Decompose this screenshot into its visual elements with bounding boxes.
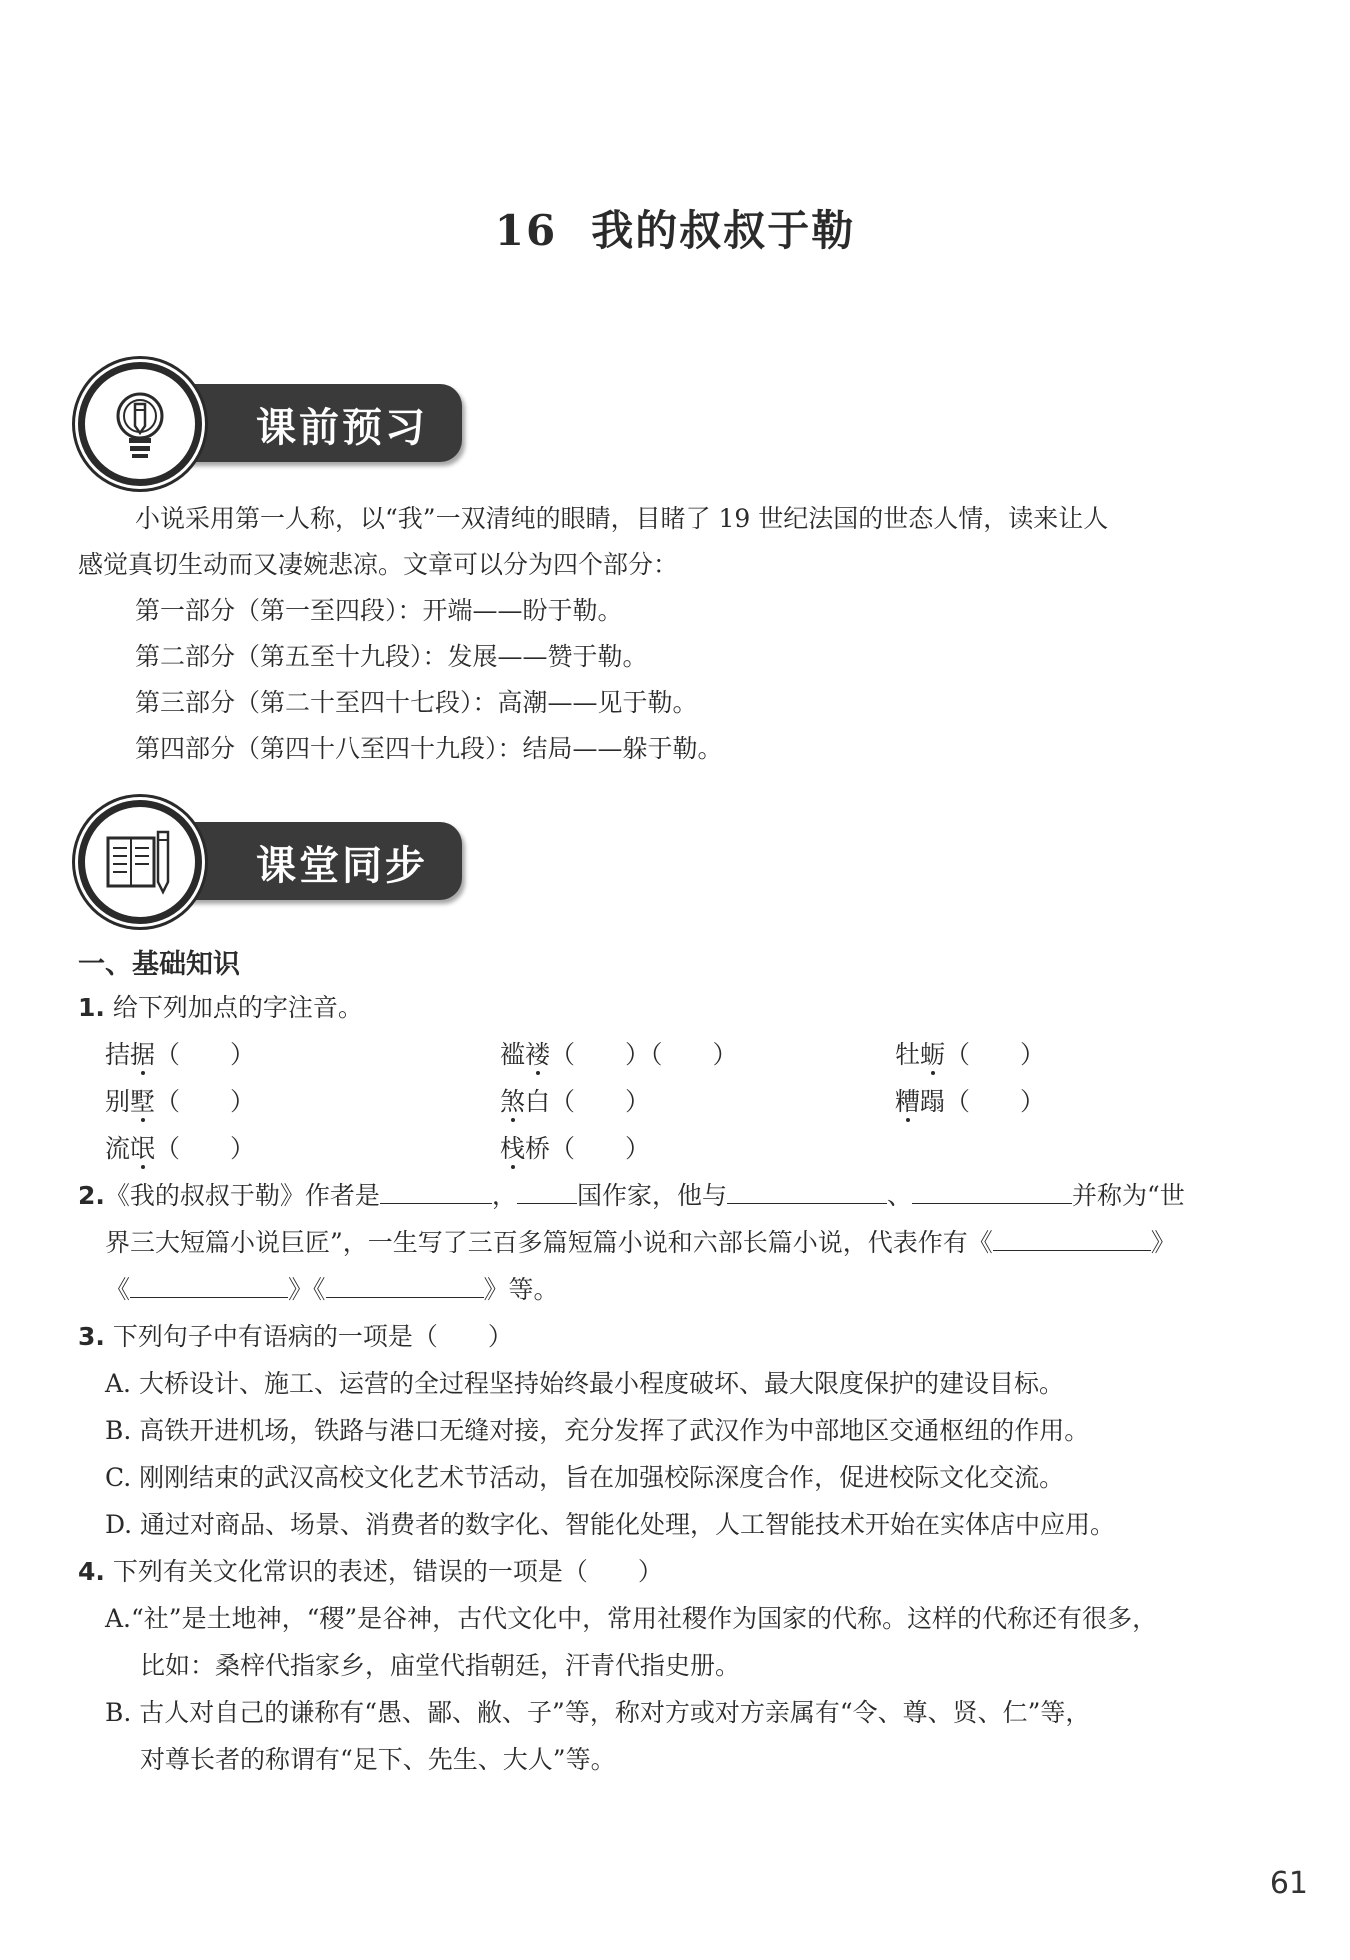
book-pencil-icon xyxy=(102,824,178,900)
pinyin-item: 栈桥（ ） xyxy=(500,1134,651,1163)
lesson-number: 16 xyxy=(494,206,558,255)
option-b: B. 高铁开进机场，铁路与港口无缝对接，充分发挥了武汉作为中部地区交通枢纽的作用。 xyxy=(105,1416,1090,1445)
page-number: 61 xyxy=(1269,1866,1308,1901)
basics-heading: 一、基础知识 xyxy=(78,949,240,980)
question-1: 1. 给下列加点的字注音。 xyxy=(78,993,363,1022)
pinyin-item: 牡蛎（ ） xyxy=(895,1040,1046,1069)
option-c: C. 刚刚结束的武汉高校文化艺术节活动，旨在加强校际深度合作，促进校际文化交流。 xyxy=(105,1463,1065,1492)
option-a: A.“社”是土地神，“稷”是谷神，古代文化中，常用社稷作为国家的代称。这样的代称还有很多， xyxy=(105,1604,1158,1633)
question-2-line-3: 《 》《 》等。 xyxy=(105,1275,559,1304)
preview-paragraph-line-1: 小说采用第一人称，以“我”一双清纯的眼睛，目睹了 19 世纪法国的世态人情，读来让人 xyxy=(135,504,1109,533)
pinyin-item: 别墅（ ） xyxy=(105,1087,256,1116)
option-d: D. 通过对商品、场景、消费者的数字化、智能化处理，人工智能技术开始在实体店中应用。 xyxy=(105,1510,1116,1539)
pinyin-item: 褴褛（ ）（ ） xyxy=(500,1040,738,1069)
lightbulb-pencil-icon xyxy=(102,386,178,462)
question-3: 3. 下列句子中有语病的一项是（ ） xyxy=(78,1322,513,1351)
preview-part-3: 第三部分（第二十至四十七段）：高潮——见于勒。 xyxy=(135,688,698,717)
question-2-line-2: 界三大短篇小说巨匠”，一生写了三百多篇短篇小说和六部长篇小说，代表作有《 》 xyxy=(105,1228,1176,1257)
option-a: A. 大桥设计、施工、运营的全过程坚持始终最小程度破坏、最大限度保护的建设目标。 xyxy=(105,1369,1064,1398)
lesson-title xyxy=(0,198,1350,258)
option-b-continued: 对尊长者的称谓有“足下、先生、大人”等。 xyxy=(140,1745,616,1774)
section-badge-label: 课堂同步 xyxy=(256,843,428,889)
option-b: B. 古人对自己的谦称有“愚、鄙、敝、子”等，称对方或对方亲属有“令、尊、贤、仁”等， xyxy=(105,1698,1091,1727)
pinyin-item: 拮据（ ） xyxy=(105,1040,256,1069)
preview-part-4: 第四部分（第四十八至四十九段）：结局——躲于勒。 xyxy=(135,734,723,763)
answer-blank[interactable] xyxy=(380,1181,492,1204)
pinyin-item: 糟蹋（ ） xyxy=(895,1087,1046,1116)
section-badge-classroom xyxy=(78,800,428,924)
answer-blank[interactable] xyxy=(993,1228,1151,1251)
lesson-title-text: 我的叔叔于勒 xyxy=(591,206,856,255)
question-2: 2.《我的叔叔于勒》作者是 ， 国作家，他与 、 并称为“世 xyxy=(78,1181,1185,1210)
preview-part-2: 第二部分（第五至十九段）：发展——赞于勒。 xyxy=(135,642,648,671)
pinyin-item: 流氓（ ） xyxy=(105,1134,256,1163)
pinyin-item: 煞白（ ） xyxy=(500,1087,651,1116)
answer-blank[interactable] xyxy=(912,1181,1072,1204)
section-badge-label: 课前预习 xyxy=(256,405,428,451)
section-badge-preview xyxy=(78,362,428,486)
option-a-continued: 比如：桑梓代指家乡，庙堂代指朝廷，汗青代指史册。 xyxy=(140,1651,741,1680)
answer-blank[interactable] xyxy=(727,1181,887,1204)
answer-blank[interactable] xyxy=(130,1275,288,1298)
preview-paragraph-line-2: 感觉真切生动而又凄婉悲凉。文章可以分为四个部分： xyxy=(78,550,679,579)
preview-part-1: 第一部分（第一至四段）：开端——盼于勒。 xyxy=(135,596,623,625)
question-4: 4. 下列有关文化常识的表述，错误的一项是（ ） xyxy=(78,1557,663,1586)
answer-blank[interactable] xyxy=(326,1275,484,1298)
answer-blank[interactable] xyxy=(517,1181,577,1204)
